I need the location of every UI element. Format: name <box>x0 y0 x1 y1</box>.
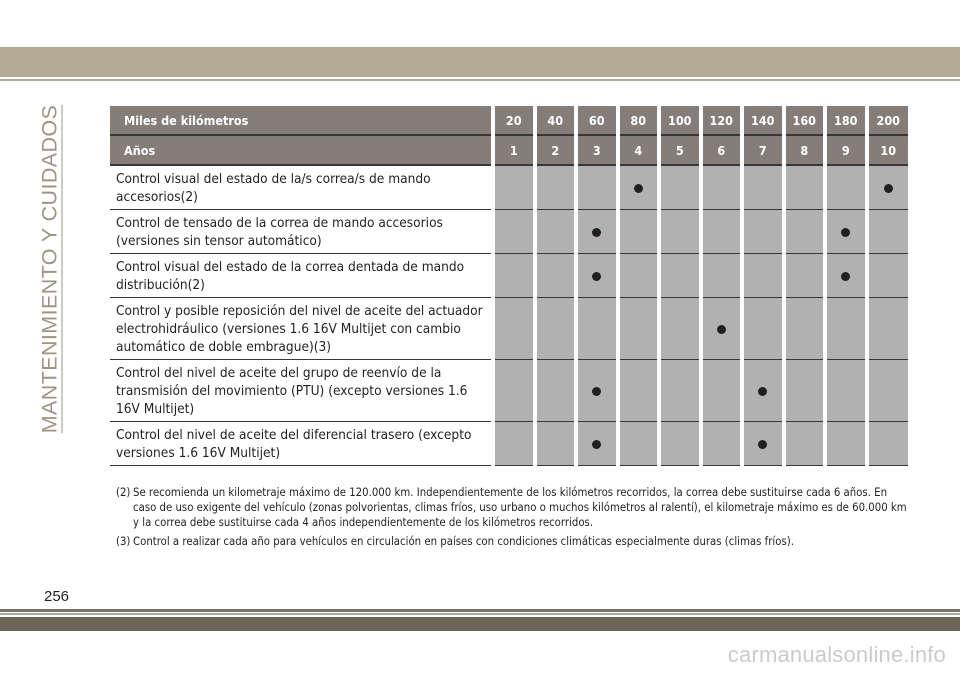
interval-cell <box>701 360 743 422</box>
header-year-cell: 2 <box>535 135 577 165</box>
interval-cell <box>659 254 701 298</box>
interval-cell <box>825 165 867 210</box>
interval-cell <box>535 165 577 210</box>
interval-cell <box>493 298 535 360</box>
header-km-cell: 180 <box>825 106 867 135</box>
check-dot-icon <box>758 387 767 396</box>
interval-cell <box>825 422 867 466</box>
interval-cell <box>701 422 743 466</box>
bottom-decorative-line <box>0 613 960 615</box>
header-year-cell: 5 <box>659 135 701 165</box>
interval-cell <box>535 422 577 466</box>
top-decorative-line <box>0 79 960 81</box>
interval-cell <box>825 254 867 298</box>
header-year-cell: 1 <box>493 135 535 165</box>
page-number: 256 <box>44 588 70 605</box>
interval-cell <box>742 165 784 210</box>
row-description: Control de tensado de la correa de mando accesorios (versiones sin tensor automático) <box>110 210 493 254</box>
header-year-cell: 9 <box>825 135 867 165</box>
interval-cell <box>701 210 743 254</box>
header-km-cell: 160 <box>784 106 826 135</box>
interval-cell <box>867 422 909 466</box>
interval-cell <box>659 298 701 360</box>
header-km-cell: 140 <box>742 106 784 135</box>
interval-cell <box>535 254 577 298</box>
check-dot-icon <box>884 184 893 193</box>
maintenance-row <box>110 298 908 360</box>
interval-cell <box>701 165 743 210</box>
watermark: carmanualsonline.info <box>727 642 946 667</box>
interval-cell <box>867 298 909 360</box>
interval-cell <box>784 298 826 360</box>
interval-cell <box>742 422 784 466</box>
top-decorative-band <box>0 47 960 77</box>
interval-cell <box>867 360 909 422</box>
header-years-label: Años <box>110 135 493 165</box>
interval-cell <box>825 210 867 254</box>
interval-cell <box>576 360 618 422</box>
interval-cell <box>784 210 826 254</box>
interval-cell <box>784 360 826 422</box>
interval-cell <box>493 210 535 254</box>
header-km-cell: 40 <box>535 106 577 135</box>
interval-cell <box>784 165 826 210</box>
header-km-label: Miles de kilómetros <box>110 106 493 135</box>
header-year-cell: 10 <box>867 135 909 165</box>
interval-cell <box>618 360 660 422</box>
interval-cell <box>659 165 701 210</box>
row-description: Control visual del estado de la correa dentada de mando distribución(2) <box>110 254 493 298</box>
maintenance-row <box>110 422 908 466</box>
interval-cell <box>742 210 784 254</box>
maintenance-row <box>110 360 908 422</box>
interval-cell <box>618 210 660 254</box>
footnote-text: Se recomienda un kilometraje máximo de 120.000 km. Independientemente de los kilómetros recorridos, la correa debe sustituirse cada 6 años. En caso de uso exigente del vehículo (zonas polvorientas, climas fríos, uso urbano o muchos kilómetros al ralentí), el kilometraje máximo es de 60.000 km y la correa debe sustituirse cada 4 años independientemente de los kilómetros recorridos. <box>133 486 907 529</box>
check-dot-icon <box>592 387 601 396</box>
interval-cell <box>618 254 660 298</box>
maintenance-row <box>110 165 908 210</box>
check-dot-icon <box>717 325 726 334</box>
check-dot-icon <box>634 184 643 193</box>
check-dot-icon <box>841 272 850 281</box>
row-description: Control visual del estado de la/s correa/s de mando accesorios(2) <box>110 165 493 210</box>
interval-cell <box>701 298 743 360</box>
section-title-container <box>0 104 100 434</box>
interval-cell <box>493 422 535 466</box>
footnote-number: (3) <box>116 535 131 548</box>
maintenance-table <box>110 106 908 466</box>
header-year-cell: 3 <box>576 135 618 165</box>
header-km-cell: 100 <box>659 106 701 135</box>
interval-cell <box>576 254 618 298</box>
header-km-cell: 80 <box>618 106 660 135</box>
interval-cell <box>659 360 701 422</box>
header-km-cell: 200 <box>867 106 909 135</box>
check-dot-icon <box>592 228 601 237</box>
interval-cell <box>825 360 867 422</box>
interval-cell <box>535 210 577 254</box>
interval-cell <box>618 165 660 210</box>
table-body <box>110 165 908 466</box>
check-dot-icon <box>592 440 601 449</box>
interval-cell <box>867 210 909 254</box>
interval-cell <box>576 210 618 254</box>
footnote-number: (2) <box>116 486 131 499</box>
footnotes <box>116 485 908 553</box>
maintenance-row <box>110 210 908 254</box>
header-year-cell: 8 <box>784 135 826 165</box>
interval-cell <box>867 165 909 210</box>
header-km-cell: 120 <box>701 106 743 135</box>
interval-cell <box>701 254 743 298</box>
interval-cell <box>659 422 701 466</box>
interval-cell <box>742 360 784 422</box>
interval-cell <box>493 165 535 210</box>
interval-cell <box>576 165 618 210</box>
interval-cell <box>784 422 826 466</box>
header-year-cell: 7 <box>742 135 784 165</box>
check-dot-icon <box>592 272 601 281</box>
interval-cell <box>576 422 618 466</box>
interval-cell <box>618 298 660 360</box>
interval-cell <box>825 298 867 360</box>
header-year-cell: 4 <box>618 135 660 165</box>
header-km-cell: 20 <box>493 106 535 135</box>
interval-cell <box>867 254 909 298</box>
footnote-text: Control a realizar cada año para vehículos en circulación en países con condiciones climáticas especialmente duras (climas fríos). <box>133 535 794 548</box>
header-km-cell: 60 <box>576 106 618 135</box>
interval-cell <box>535 298 577 360</box>
row-description: Control del nivel de aceite del diferencial trasero (excepto versiones 1.6 16V Multijet) <box>110 422 493 466</box>
interval-cell <box>742 254 784 298</box>
interval-cell <box>493 254 535 298</box>
section-title: MANTENIMIENTO Y CUIDADOS <box>37 104 62 434</box>
interval-cell <box>784 254 826 298</box>
bottom-decorative-line <box>0 609 960 612</box>
interval-cell <box>576 298 618 360</box>
bottom-decorative-band <box>0 617 960 631</box>
row-description: Control y posible reposición del nivel de aceite del actuador electrohidráulico (versiones 1.6 16V Multijet con cambio automático de doble embrague)(3) <box>110 298 493 360</box>
row-description: Control del nivel de aceite del grupo de reenvío de la transmisión del movimiento (PTU) (excepto versiones 1.6 16V Multijet) <box>110 360 493 422</box>
interval-cell <box>659 210 701 254</box>
footnote <box>116 534 908 549</box>
check-dot-icon <box>841 228 850 237</box>
header-row-km <box>110 106 908 135</box>
header-row-years <box>110 135 908 165</box>
interval-cell <box>535 360 577 422</box>
interval-cell <box>742 298 784 360</box>
maintenance-row <box>110 254 908 298</box>
interval-cell <box>493 360 535 422</box>
interval-cell <box>618 422 660 466</box>
header-year-cell: 6 <box>701 135 743 165</box>
check-dot-icon <box>758 440 767 449</box>
footnote <box>116 485 908 530</box>
